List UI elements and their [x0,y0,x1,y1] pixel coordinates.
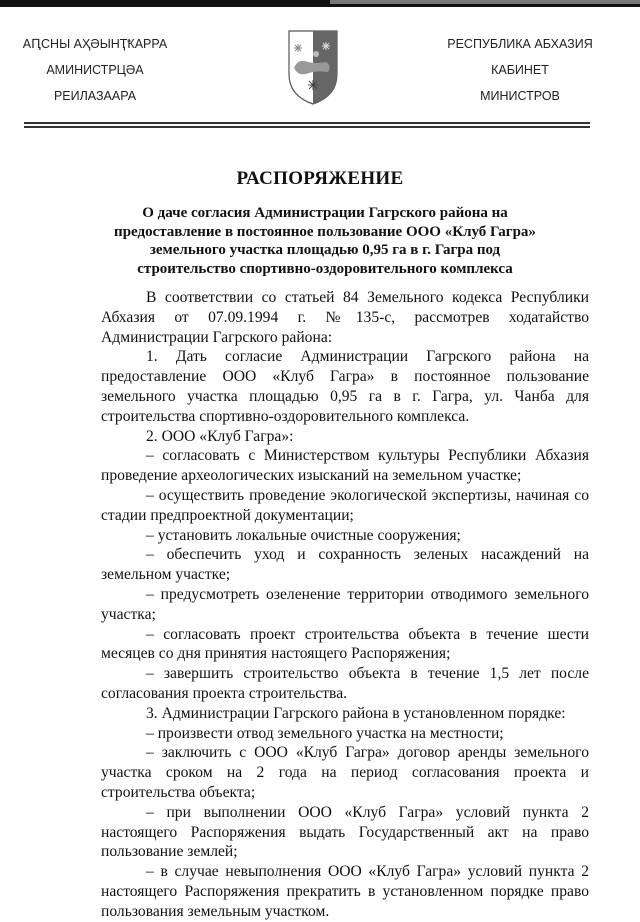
header-line: АԤСНЫ АҲӘЫНҬҞАРРА [22,37,168,51]
paragraph: – согласовать с Министерством культуры Республики Абхазия проведение археологических изысканий на земельном участке; [101,447,589,485]
paragraph: 2. ООО «Клуб Гагра»: [146,427,294,445]
paragraph: – произвести отвод земельного участка на местности; [146,724,504,742]
coat-of-arms-icon [286,28,340,106]
paragraph: – в случае невыполнения ООО «Клуб Гагра» условий пункта 2 настоящего Распоряжения прекратить в установленном порядке право пользования земельным участком. [101,863,589,920]
paragraph: 1. Дать согласие Администрации Гагрского района на предоставление ООО «Клуб Гагра» в постоянное пользование земельного участка площадью 0,95 га в г. Гагра, ул. Чанба для строительства спортивно-оздоровительного комплекса. [101,348,589,425]
document-body [101,288,589,922]
header-line: АМИНИСТРЦӘА [46,63,144,77]
paragraph: – при выполнении ООО «Клуб Гагра» условий пункта 2 настоящего Распоряжения выдать Государственный акт на право пользование землей; [101,803,589,861]
paragraph: – согласовать проект строительства объекта в течение шести месяцев со дня принятия настоящего Распоряжения; [101,625,589,663]
header-right-russian [440,31,600,109]
paragraph: 3. Администрации Гагрского района в установленном порядке: [146,704,566,722]
header-line: МИНИСТРОВ [480,89,560,103]
header-left-abkhaz [20,31,170,109]
scan-edge [330,0,640,4]
header-line: РЕИЛАЗААРА [53,89,137,103]
paragraph: – заключить с ООО «Клуб Гагра» договор аренды земельного участка сроком на 2 года на период согласования проекта и строительства объекта; [101,744,589,801]
paragraph: – обеспечить уход и сохранность зеленых насаждений на земельном участке; [101,546,589,584]
paragraph: – осуществить проведение экологической экспертизы, начиная со стадии предпроектной документации; [101,486,589,524]
header-divider [24,126,590,128]
document-subtitle: О даче согласия Администрации Гагрского района на предоставление в постоянное пользование ООО «Клуб Гагра» земельного участка площадью 0,95 га в г. Гагра под строительство спортивно-оздоровительного комплекса [114,205,536,277]
paragraph: – завершить строительство объекта в течение 1,5 лет после согласования проекта строительства. [101,665,589,702]
header-divider [24,122,590,124]
paragraph: – установить локальные очистные сооружения; [146,526,461,544]
paragraph: – предусмотреть озеленение территории отводимого земельного участка; [101,585,589,623]
document-title: РАСПОРЯЖЕНИЕ [236,168,404,189]
header-line: РЕСПУБЛИКА АБХАЗИЯ [447,37,593,51]
header-line: КАБИНЕТ [491,63,549,77]
paragraph: В соответствии со статьей 84 Земельного кодекса Республики Абхазия от 07.09.1994 г. №135-с, рассмотрев ходатайство Администрации Гагрского района: [101,289,589,346]
